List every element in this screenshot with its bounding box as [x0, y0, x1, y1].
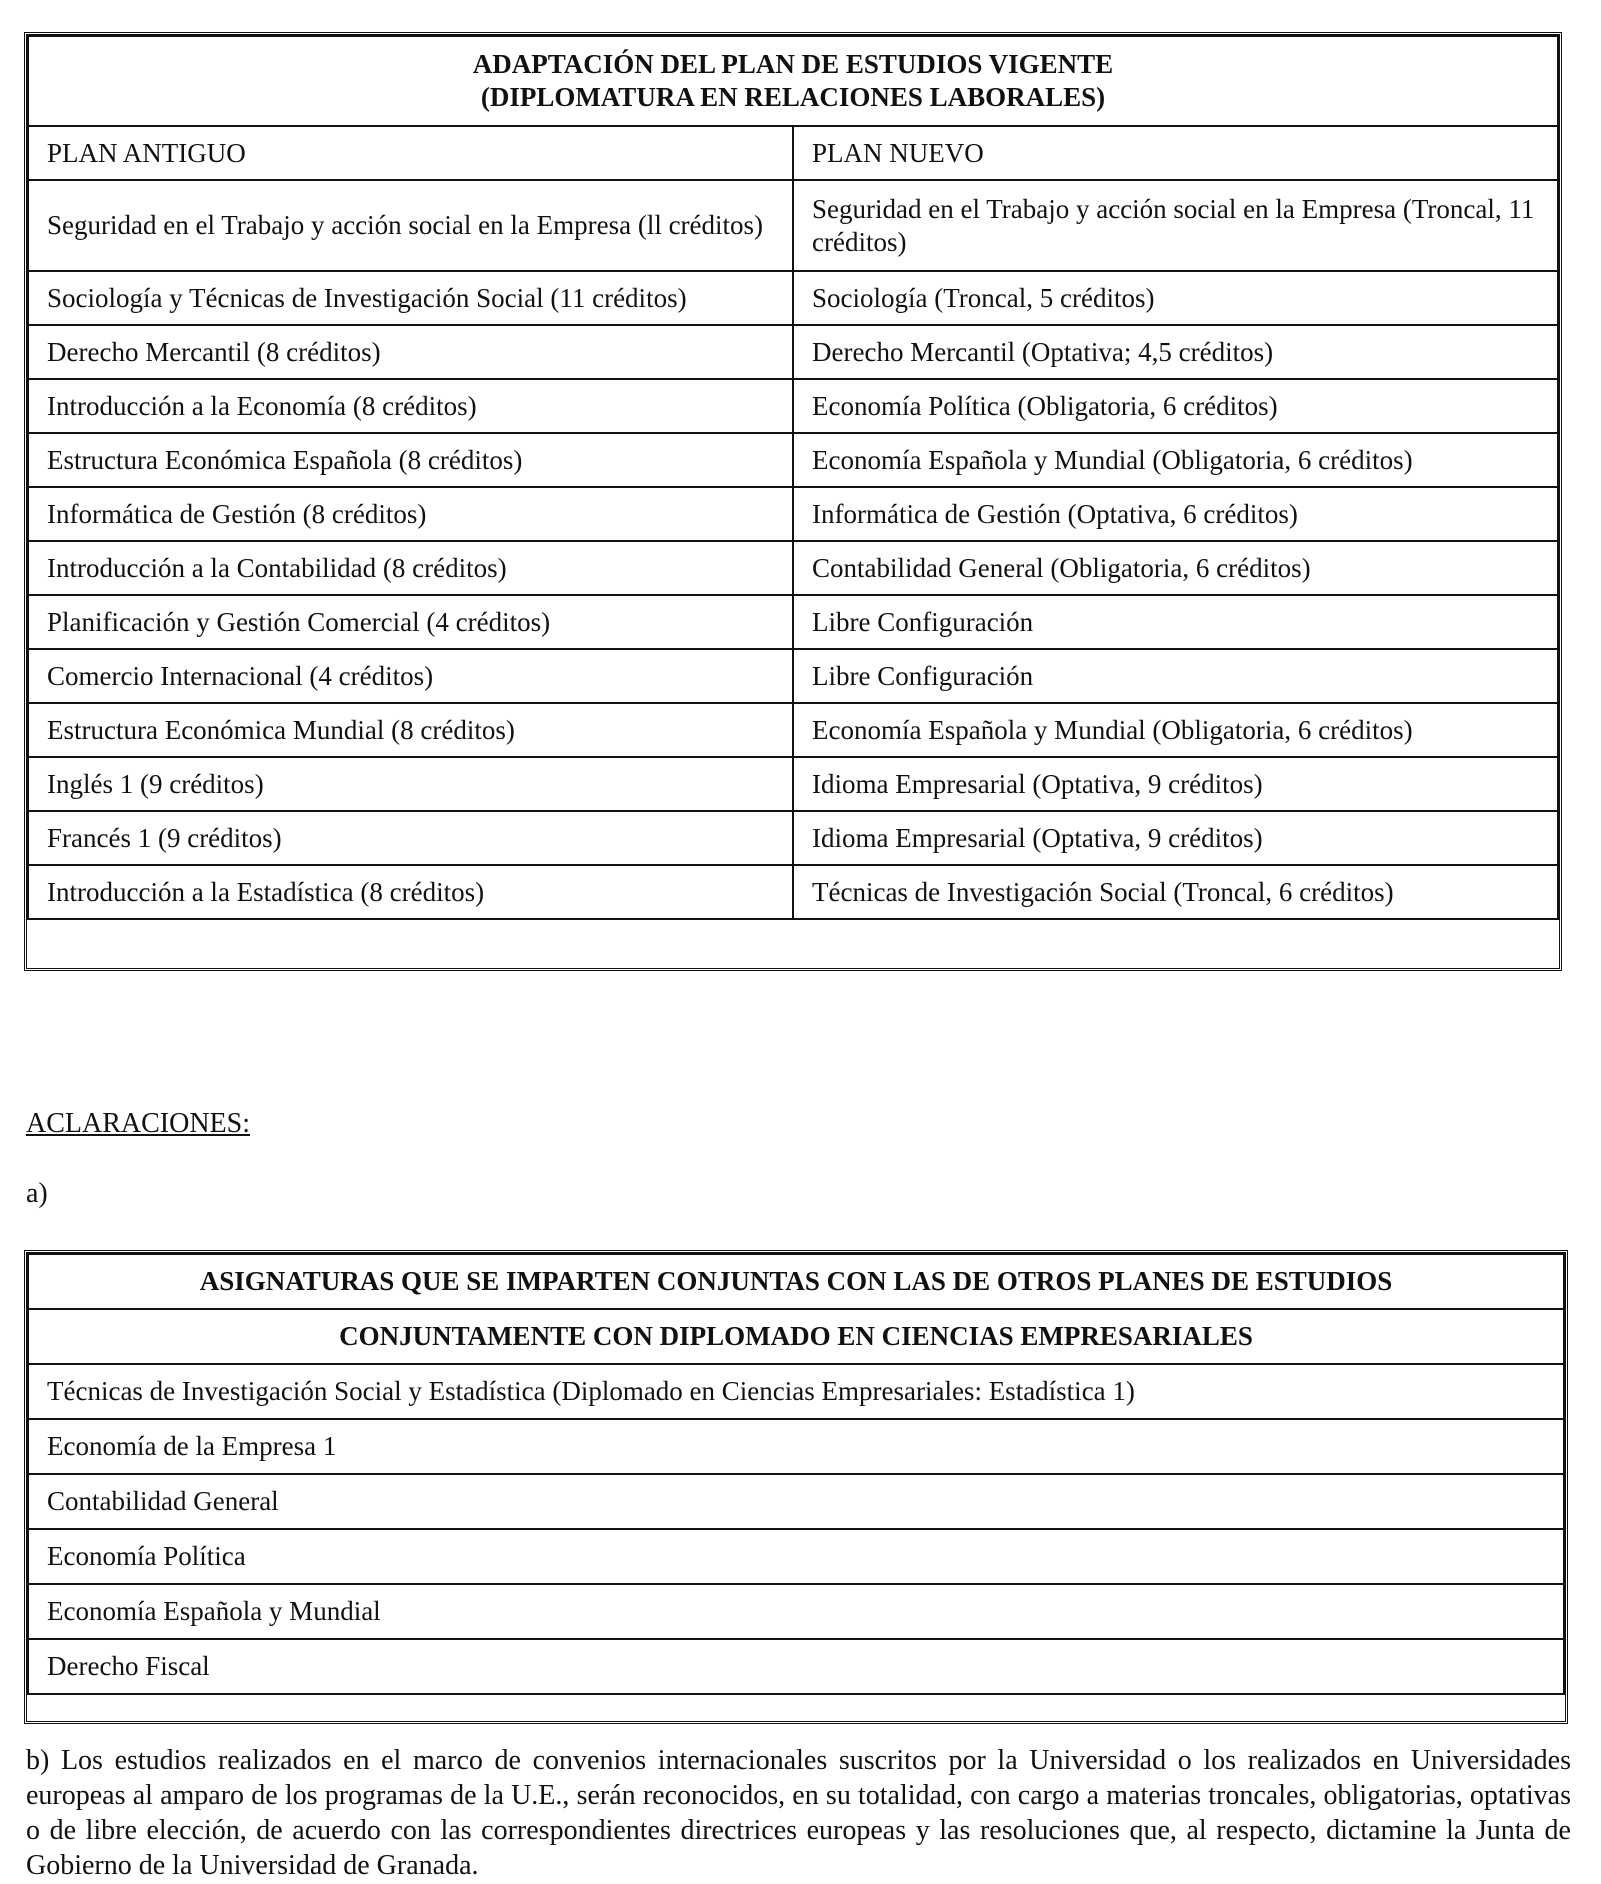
table-row — [28, 271, 1558, 325]
new-plan-cell: Libre Configuración — [793, 595, 1558, 649]
old-plan-cell: Derecho Mercantil (8 créditos) — [28, 325, 793, 379]
old-plan-cell: Estructura Económica Mundial (8 créditos) — [28, 703, 793, 757]
joint-subjects-title: ASIGNATURAS QUE SE IMPARTEN CONJUNTAS CON LAS DE OTROS PLANES DE ESTUDIOS — [28, 1254, 1564, 1309]
table-row — [28, 541, 1558, 595]
table-row — [28, 1419, 1564, 1474]
old-plan-cell: Comercio Internacional (4 créditos) — [28, 649, 793, 703]
new-plan-cell: Técnicas de Investigación Social (Troncal, 6 créditos) — [793, 865, 1558, 919]
adaptation-table-column-header-row — [28, 126, 1558, 180]
joint-subjects-subtitle-row — [28, 1309, 1564, 1364]
new-plan-cell: Sociología (Troncal, 5 créditos) — [793, 271, 1558, 325]
table-row — [28, 757, 1558, 811]
adaptation-title-line1: ADAPTACIÓN DEL PLAN DE ESTUDIOS VIGENTE — [472, 49, 1114, 79]
joint-subjects-table-grid — [27, 1253, 1565, 1695]
joint-subject-cell: Derecho Fiscal — [28, 1639, 1564, 1694]
old-plan-cell: Introducción a la Contabilidad (8 créditos) — [28, 541, 793, 595]
table-row — [28, 1639, 1564, 1694]
joint-subject-cell: Técnicas de Investigación Social y Estadística (Diplomado en Ciencias Empresariales: Estadística 1) — [28, 1364, 1564, 1419]
old-plan-cell: Introducción a la Estadística (8 créditos) — [28, 865, 793, 919]
new-plan-cell: Libre Configuración — [793, 649, 1558, 703]
new-plan-cell: Idioma Empresarial (Optativa, 9 créditos) — [793, 811, 1558, 865]
old-plan-cell: Introducción a la Economía (8 créditos) — [28, 379, 793, 433]
table-row — [28, 1529, 1564, 1584]
adaptation-table-grid — [27, 35, 1559, 920]
old-plan-cell: Estructura Económica Española (8 créditos) — [28, 433, 793, 487]
old-plan-cell: Planificación y Gestión Comercial (4 créditos) — [28, 595, 793, 649]
joint-subject-cell: Economía Política — [28, 1529, 1564, 1584]
new-plan-cell: Economía Española y Mundial (Obligatoria, 6 créditos) — [793, 433, 1558, 487]
new-plan-cell: Economía Española y Mundial (Obligatoria, 6 créditos) — [793, 703, 1558, 757]
item-a-label: a) — [26, 1178, 48, 1209]
old-plan-cell: Francés 1 (9 créditos) — [28, 811, 793, 865]
table-row — [28, 379, 1558, 433]
new-plan-cell: Idioma Empresarial (Optativa, 9 créditos) — [793, 757, 1558, 811]
old-plan-cell: Informática de Gestión (8 créditos) — [28, 487, 793, 541]
new-plan-cell: Seguridad en el Trabajo y acción social en la Empresa (Troncal, 11 créditos) — [793, 180, 1558, 271]
table-row — [28, 703, 1558, 757]
adaptation-table — [24, 32, 1562, 971]
joint-subject-cell: Economía de la Empresa 1 — [28, 1419, 1564, 1474]
table-row — [28, 1474, 1564, 1529]
table-row — [28, 649, 1558, 703]
table-row — [28, 1364, 1564, 1419]
table-row — [28, 865, 1558, 919]
new-plan-cell: Informática de Gestión (Optativa, 6 créditos) — [793, 487, 1558, 541]
old-plan-cell: Inglés 1 (9 créditos) — [28, 757, 793, 811]
adaptation-table-title-row — [28, 36, 1558, 126]
table-row — [28, 595, 1558, 649]
table-row — [28, 811, 1558, 865]
old-plan-cell: Seguridad en el Trabajo y acción social en la Empresa (ll créditos) — [28, 180, 793, 271]
new-plan-cell: Economía Política (Obligatoria, 6 créditos) — [793, 379, 1558, 433]
table-row — [28, 180, 1558, 271]
adaptation-table-title — [28, 36, 1558, 126]
joint-subjects-title-row — [28, 1254, 1564, 1309]
new-plan-cell: Derecho Mercantil (Optativa; 4,5 créditos) — [793, 325, 1558, 379]
joint-subjects-subtitle: CONJUNTAMENTE CON DIPLOMADO EN CIENCIAS EMPRESARIALES — [28, 1309, 1564, 1364]
old-plan-cell: Sociología y Técnicas de Investigación Social (11 créditos) — [28, 271, 793, 325]
table-row — [28, 1584, 1564, 1639]
paragraph-b: b) Los estudios realizados en el marco de convenios internacionales suscritos por la Universidad o los realizados en Universidades europeas al amparo de los programas de la U.E., serán reconocidos, en su totalidad, con cargo a materias troncales, obligatorias, optativas o de libre elección, de acuerdo con las correspondientes directrices europeas y las resoluciones que, al respecto, dictamine la Junta de Gobierno de la Universidad de Granada. — [26, 1745, 1571, 1881]
aclaraciones-heading: ACLARACIONES: — [26, 1108, 251, 1139]
table-row — [28, 487, 1558, 541]
joint-subject-cell: Economía Española y Mundial — [28, 1584, 1564, 1639]
table-row — [28, 433, 1558, 487]
table-row — [28, 325, 1558, 379]
joint-subjects-table — [24, 1250, 1568, 1724]
column-header-old-plan: PLAN ANTIGUO — [28, 126, 793, 180]
adaptation-title-line2: (DIPLOMATURA EN RELACIONES LABORALES) — [480, 82, 1106, 112]
column-header-new-plan: PLAN NUEVO — [793, 126, 1558, 180]
joint-subject-cell: Contabilidad General — [28, 1474, 1564, 1529]
new-plan-cell: Contabilidad General (Obligatoria, 6 créditos) — [793, 541, 1558, 595]
